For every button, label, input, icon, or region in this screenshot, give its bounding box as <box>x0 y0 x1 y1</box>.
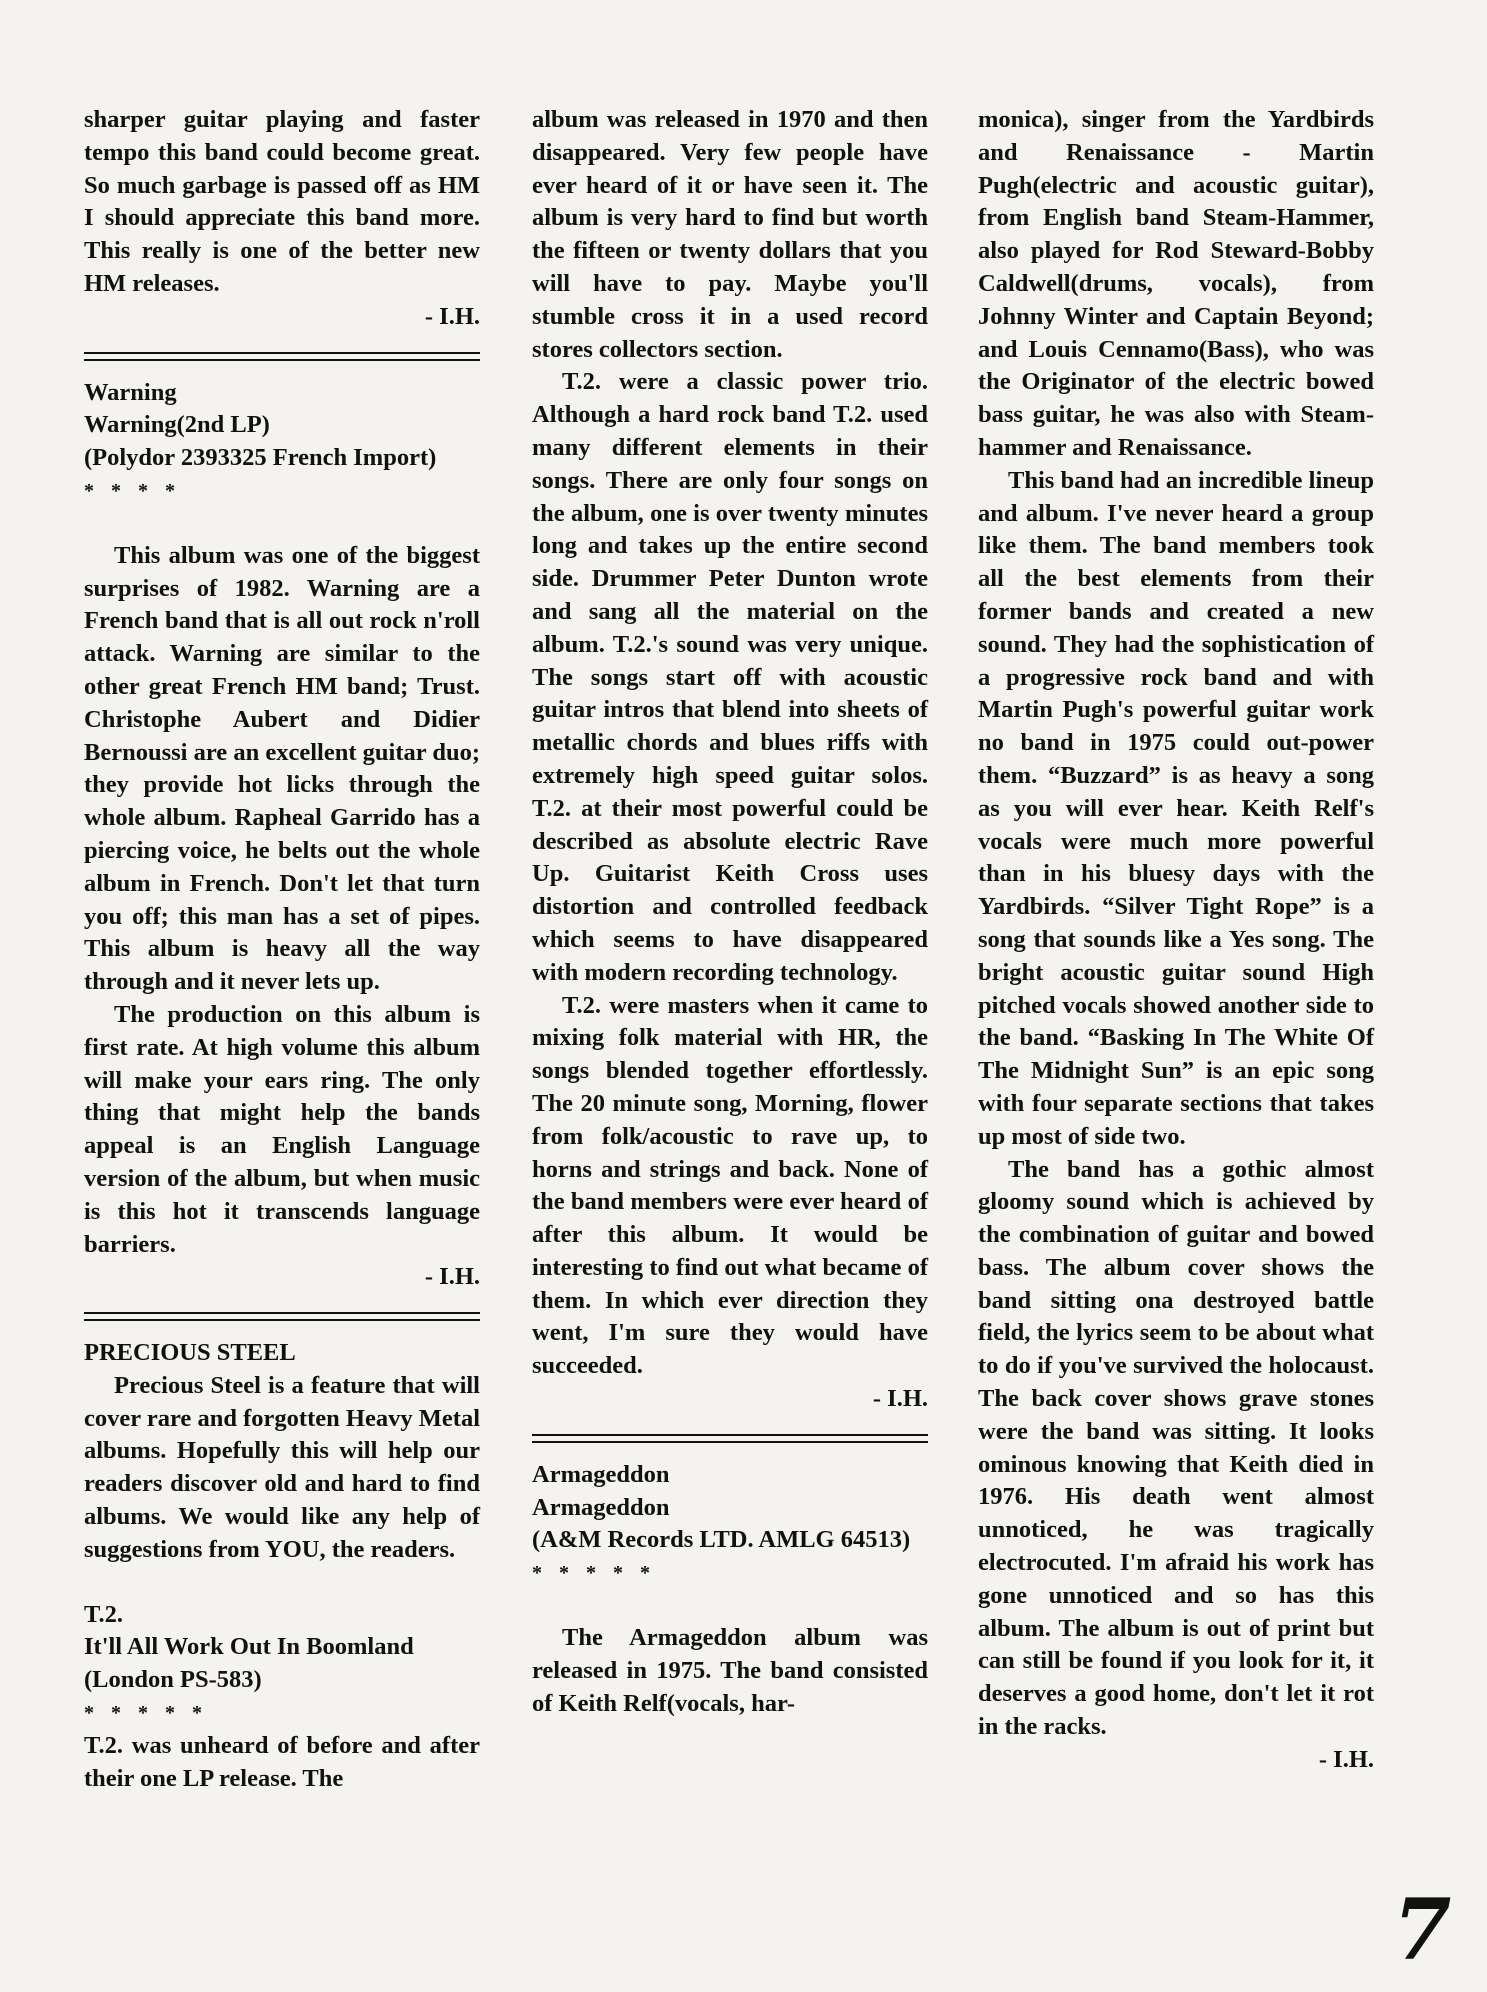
review-album: Armageddon <box>532 1493 670 1521</box>
signature: - I.H. <box>872 1385 928 1413</box>
review-paragraph: The band has a gothic almost gloomy sound which is achieved by the combination of guitar and bowed bass. The album cover shows the band sitting ona destroyed battle field, the lyrics seem to be about what to do if you've survived the holocaust. The back cover shows grave stones were the band was sitting. It looks ominous knowing that Keith died in 1976. His death went almost unnoticed, he was tragically electrocuted. I'm afraid his work has gone unnoticed and so has this album. The album is out of print but can still be found if you look for it, it deserves a good home, don't let it rot in the racks. <box>978 1155 1374 1741</box>
column-1 <box>84 104 480 1795</box>
double-rule-divider <box>84 1312 480 1321</box>
review-band: Armageddon <box>532 1460 670 1488</box>
signature: - I.H. <box>1318 1745 1374 1773</box>
review-album: It'll All Work Out In Boomland <box>84 1633 414 1661</box>
review-album: Warning(2nd LP) <box>84 411 270 439</box>
review-rating: * * * * * <box>84 1702 208 1725</box>
review-paragraph: album was released in 1970 and then disappeared. Very few people have ever heard of it or have seen it. The album is very hard to find but worth the fifteen or twenty dollars that you will have to pay. Maybe you'll stumble cross it in a used record stores collectors section. <box>532 106 928 363</box>
section-paragraph: Precious Steel is a feature that will cover rare and forgotten Heavy Metal albums. Hopefully this will help our readers discover old and hard to find albums. We would like any help of suggestions from YOU, the readers. <box>84 1371 480 1563</box>
review-band: T.2. <box>84 1600 124 1628</box>
review-paragraph: The production on this album is first rate. At high volume this album will make your ears ring. The only thing that might help the bands appeal is an English Language version of the album, but when music is this hot it transcends language barriers. <box>84 1000 480 1258</box>
signature: - I.H. <box>424 302 480 330</box>
review-label: (A&M Records LTD. AMLG 64513) <box>532 1526 911 1554</box>
review-paragraph: monica), singer from the Yardbirds and Renaissance - Martin Pugh(electric and acoustic guitar), from English band Steam-Hammer, also played for Rod Steward-Bobby Caldwell(drums, vocals), from Johnny Winter and Captain Beyond; and Louis Cennamo(Bass), who was the Originator of the electric bowed bass guitar, he was also with Steam-hammer and Renaissance. <box>978 106 1374 461</box>
review-paragraph: T.2. was unheard of before and after their one LP release. The <box>84 1731 480 1792</box>
double-rule-divider <box>84 352 480 361</box>
review-rating: * * * * * <box>532 1562 656 1585</box>
page-number: 7 <box>1393 1880 1452 1979</box>
intro-paragraph: sharper guitar playing and faster tempo this band could become great. So much garbage is passed off as HM I should appreciate this band more. This really is one of the better new HM releases. <box>84 106 480 297</box>
review-band: Warning <box>84 378 177 406</box>
review-rating: * * * * <box>84 479 181 502</box>
section-title: PRECIOUS STEEL <box>84 1339 296 1367</box>
double-rule-divider <box>532 1434 928 1443</box>
review-paragraph: T.2. were a classic power trio. Although a hard rock band T.2. used many different elements in their songs. There are only four songs on the album, one is over twenty minutes long and takes up the entire second side. Drummer Peter Dunton wrote and sang all the material on the album. T.2.'s sound was very unique. The songs start off with acoustic guitar intros that blend into sheets of metallic chords and blues riffs with extremely high speed guitar solos. T.2. at their most powerful could be described as absolute electric Rave Up. Guitarist Keith Cross uses distortion and controlled feedback which seems to have disappeared with modern recording technology. <box>532 368 928 986</box>
review-label: (London PS-583) <box>84 1666 262 1694</box>
column-2 <box>532 104 928 1720</box>
review-paragraph: T.2. were masters when it came to mixing folk material with HR, the songs blended together effortlessly. The 20 minute song, Morning, flower from folk/acoustic to rave up, to horns and strings and back. None of the band members were ever heard of after this album. It would be interesting to find out what became of them. In which ever direction they went, I'm sure they would have succeeded. <box>532 991 928 1380</box>
signature: - I.H. <box>424 1263 480 1291</box>
review-paragraph: This album was one of the biggest surprises of 1982. Warning are a French band that is all out rock n'roll attack. Warning are similar to the other great French HM band; Trust. Christophe Aubert and Didier Bernoussi are an excellent guitar duo; they provide hot licks through the whole album. Rapheal Garrido has a piercing voice, he belts out the whole album in French. Don't let that turn you off; this man has a set of pipes. This album is heavy all the way through and it never lets up. <box>84 541 480 996</box>
review-paragraph: This band had an incredible lineup and album. I've never heard a group like them. The band members took all the best elements from their former bands and created a new sound. They had the sophistication of a progressive rock band and with Martin Pugh's powerful guitar work no band in 1975 could out-power them. “Buzzard” is as heavy a song as you will ever hear. Keith Relf's vocals were much more powerful than in his bluesy days with the Yardbirds. “Silver Tight Rope” is a song that sounds like a Yes song. The bright acoustic guitar sound High pitched vocals showed another side to the band. “Basking In The White Of The Midnight Sun” is an epic song with four separate sections that takes up most of side two. <box>978 466 1374 1150</box>
column-3 <box>978 104 1374 1777</box>
review-label: (Polydor 2393325 French Import) <box>84 444 437 472</box>
review-paragraph: The Armageddon album was released in 1975. The band consisted of Keith Relf(vocals, har- <box>532 1624 928 1717</box>
